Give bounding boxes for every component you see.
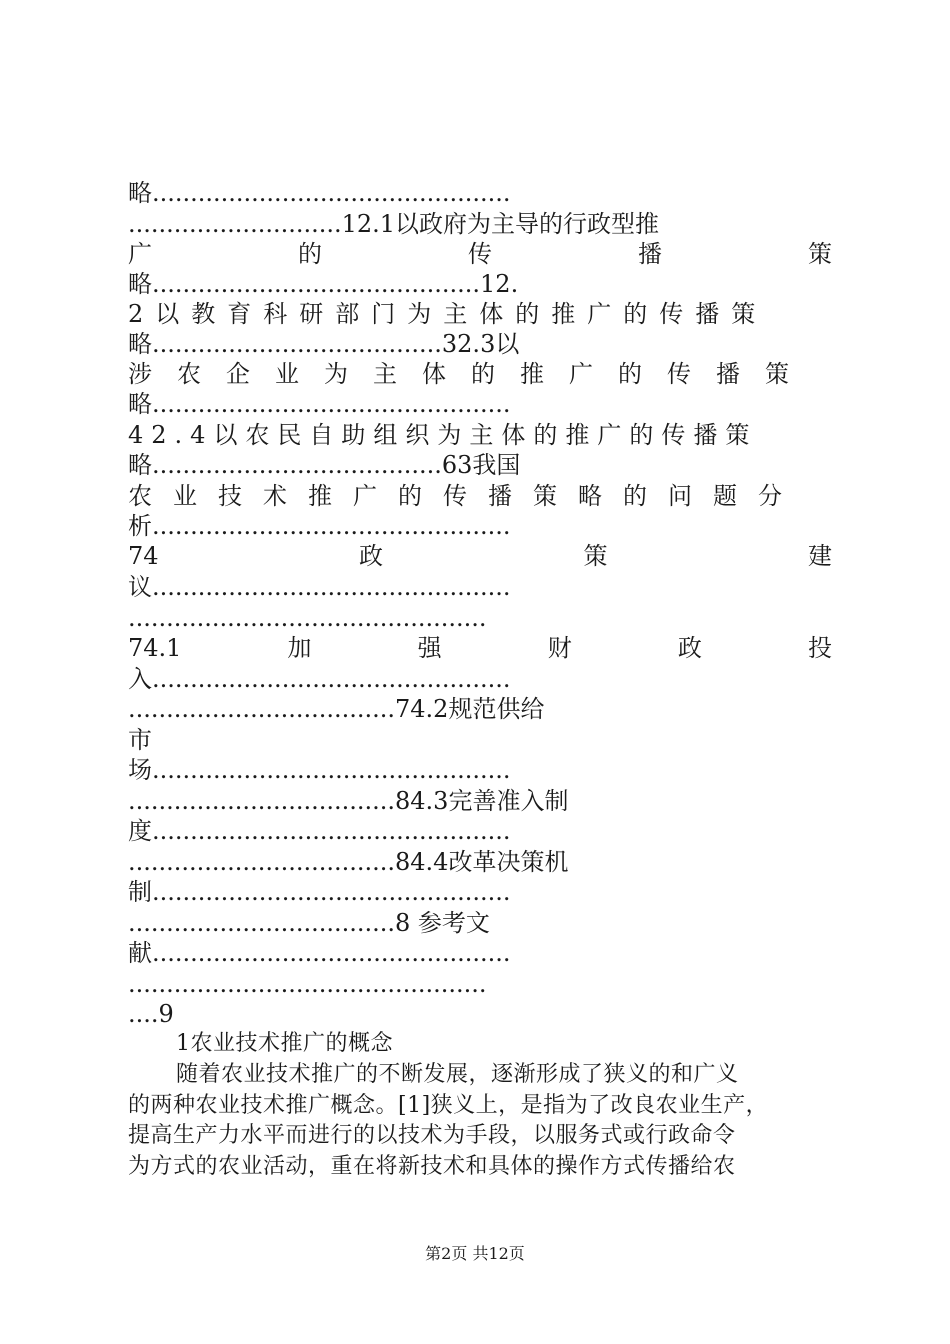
toc-line: ...................................74.2规范供给 xyxy=(128,695,545,723)
toc-line: 场............................................... xyxy=(128,756,511,784)
toc-line: 市 xyxy=(128,726,152,754)
toc-line: 议............................................... xyxy=(128,573,511,601)
page-number-footer: 第2页 共12页 xyxy=(425,1244,525,1263)
toc-line: 42.4以农民自助组织为主体的推广的传播策 xyxy=(128,421,758,449)
toc-line: 入............................................... xyxy=(128,665,511,693)
toc-line: 制............................................... xyxy=(128,878,511,906)
toc-line: ...................................8 参考文 xyxy=(128,909,490,937)
toc-line: ...................................84.3完善准入制 xyxy=(128,787,569,815)
toc-line-justified: 74.1 加 强 财 政 投 xyxy=(128,634,832,662)
toc-line: ............................12.1以政府为主导的行政型推 xyxy=(128,210,660,238)
toc-line: ............................................... xyxy=(128,970,487,998)
toc-line-justified: 广 的 传 播 策 xyxy=(128,240,832,268)
toc-line: 略......................................32.3以 xyxy=(128,330,520,358)
toc-line: ....9 xyxy=(128,1000,174,1028)
toc-line-justified: 74 政 策 建 xyxy=(128,542,832,570)
paragraph-line: 的两种农业技术推广概念。[1]狭义上，是指为了改良农业生产， xyxy=(128,1093,769,1118)
toc-line: 略............................................... xyxy=(128,179,511,207)
paragraph-line: 提高生产力水平而进行的以技术为手段，以服务式或行政命令 xyxy=(128,1123,736,1148)
toc-line: 度............................................... xyxy=(128,817,511,845)
toc-line: 2以教育科研部门为主体的推广的传播策 xyxy=(128,300,768,328)
toc-line: 略...........................................12. xyxy=(128,270,519,298)
toc-line: 农业技术推广的传播策略的问题分 xyxy=(128,482,803,510)
paragraph-line: 为方式的农业活动，重在将新技术和具体的操作方式传播给农 xyxy=(128,1154,736,1179)
toc-line: 略............................................... xyxy=(128,390,511,418)
toc-line: 献............................................... xyxy=(128,939,511,967)
section-heading: 1农业技术推广的概念 xyxy=(176,1031,393,1056)
paragraph-line: 随着农业技术推广的不断发展，逐渐形成了狭义的和广义 xyxy=(176,1062,739,1087)
toc-line: ............................................... xyxy=(128,604,487,632)
toc-line: 略......................................63我国 xyxy=(128,451,521,479)
toc-line: 涉农企业为主体的推广的传播策 xyxy=(128,360,814,388)
toc-line: 析............................................... xyxy=(128,512,511,540)
toc-line: ...................................84.4改革决策机 xyxy=(128,848,569,876)
